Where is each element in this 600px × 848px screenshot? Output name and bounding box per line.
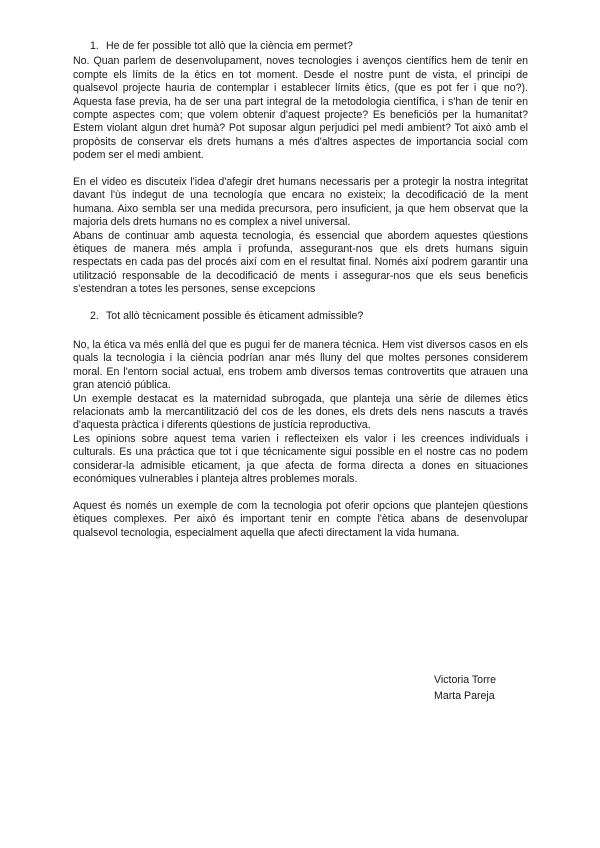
section-2-paragraph-4: Aquest és només un exemple de com la tecnologia pot oferir opcions que plantejen qüestions ètiques complexes. Per això és important tenir en compte l'ètica abans de desenvolupar qualsevol tecnologia, especialment aquella que afecti directament la vida humana. bbox=[73, 499, 528, 539]
section-1-title: He de fer possible tot allò que la ciència em permet? bbox=[106, 40, 353, 52]
section-2-number: 2. bbox=[90, 310, 99, 323]
section-1-paragraph-3: Abans de continuar amb aquesta tecnologia, és essencial que abordem aquestes qüestions ètiques de manera més ampla i profunda, assegurant-nos que els drets humans siguin respectats en cada pas del procés així com en el resultat final. Només així podrem garantir una utilització responsable de la decodificació de ments i assegurar-nos que els seus beneficis s'estendran a totes les persones, sense excepcions bbox=[73, 229, 528, 296]
section-1-paragraph-1: No. Quan parlem de desenvolupament, noves tecnologies i avenços científics hem de tenir en compte els límits de la ètics en tot moment. Desde el nostre punt de vista, el principi de qualsevol projecte hauria de contemplar i establecer límits ètics, (que es pot fer i que no?). Aquesta fase previa, ha de ser una part integral de la metodologia científica, i s'han de tenir en compte aspectes com; que volem obtenir d'aquest projecte? Es beneficiós per la humanitat? Estem violant algun dret humà? Pot suposar algun perjudici pel medi ambient? Tot això amb el propòsits de conservar els drets humans a més d'altres aspectes de importancia social com podem ser el medi ambient. bbox=[73, 55, 528, 162]
section-1-heading bbox=[90, 40, 528, 53]
section-1-paragraph-2: En el video es discuteix l'idea d'afegir dret humans necessaris per a protegir la nostra integritat davant l'ùs indegut de una tecnología que encara no existeix; la decodificació de la ment humana. Aixo sembla ser una medida precursora, pero insuficient, ja que hem observat que la majoria dels drets humans no es complex a nivel universal. bbox=[73, 176, 528, 229]
paragraph-gap bbox=[73, 163, 528, 176]
section-2-paragraph-1: No, la ética va més enllà del que es pugui fer de manera técnica. Hem vist diversos casos en els quals la tecnologia i la ciència podrían anar més lluny del que moltes persones considerem moral. En l'entorn social actual, ens trobem amb diversos temas controvertits que atrauen una gran atenció pública. bbox=[73, 338, 528, 392]
section-2-paragraph-3: Les opinions sobre aquest tema varien i reflecteixen els valor i les creences individuals i culturals. Es una práctica que tot i que técnicamente sigui possible en el nostre cas no podem considerar-la admisible eticament, ja que afecta de forma directa a dones en situaciones económiques vulnerables i planteja altres problemes morals. bbox=[73, 432, 528, 485]
section-2-paragraph-2: Un exemple destacat es la maternidad subrogada, que planteja una sèrie de dilemes ètics relacionats amb la mercantilització del cos de les dones, els drets dels nens nascuts a través d'aquesta pràctica i diferents qüestions de justícia reproductiva. bbox=[73, 392, 528, 432]
section-2-heading bbox=[90, 310, 528, 323]
author-signature bbox=[434, 672, 496, 704]
paragraph-gap bbox=[73, 297, 528, 310]
paragraph-gap bbox=[73, 326, 528, 339]
paragraph-gap bbox=[73, 486, 528, 499]
author-name: Victoria Torre bbox=[434, 674, 497, 686]
section-1-number: 1. bbox=[90, 40, 99, 52]
section-2-title: Tot allò tècnicament possible és èticament admissible? bbox=[106, 310, 364, 323]
document-body bbox=[73, 40, 528, 540]
author-name: Marta Pareja bbox=[434, 690, 495, 702]
